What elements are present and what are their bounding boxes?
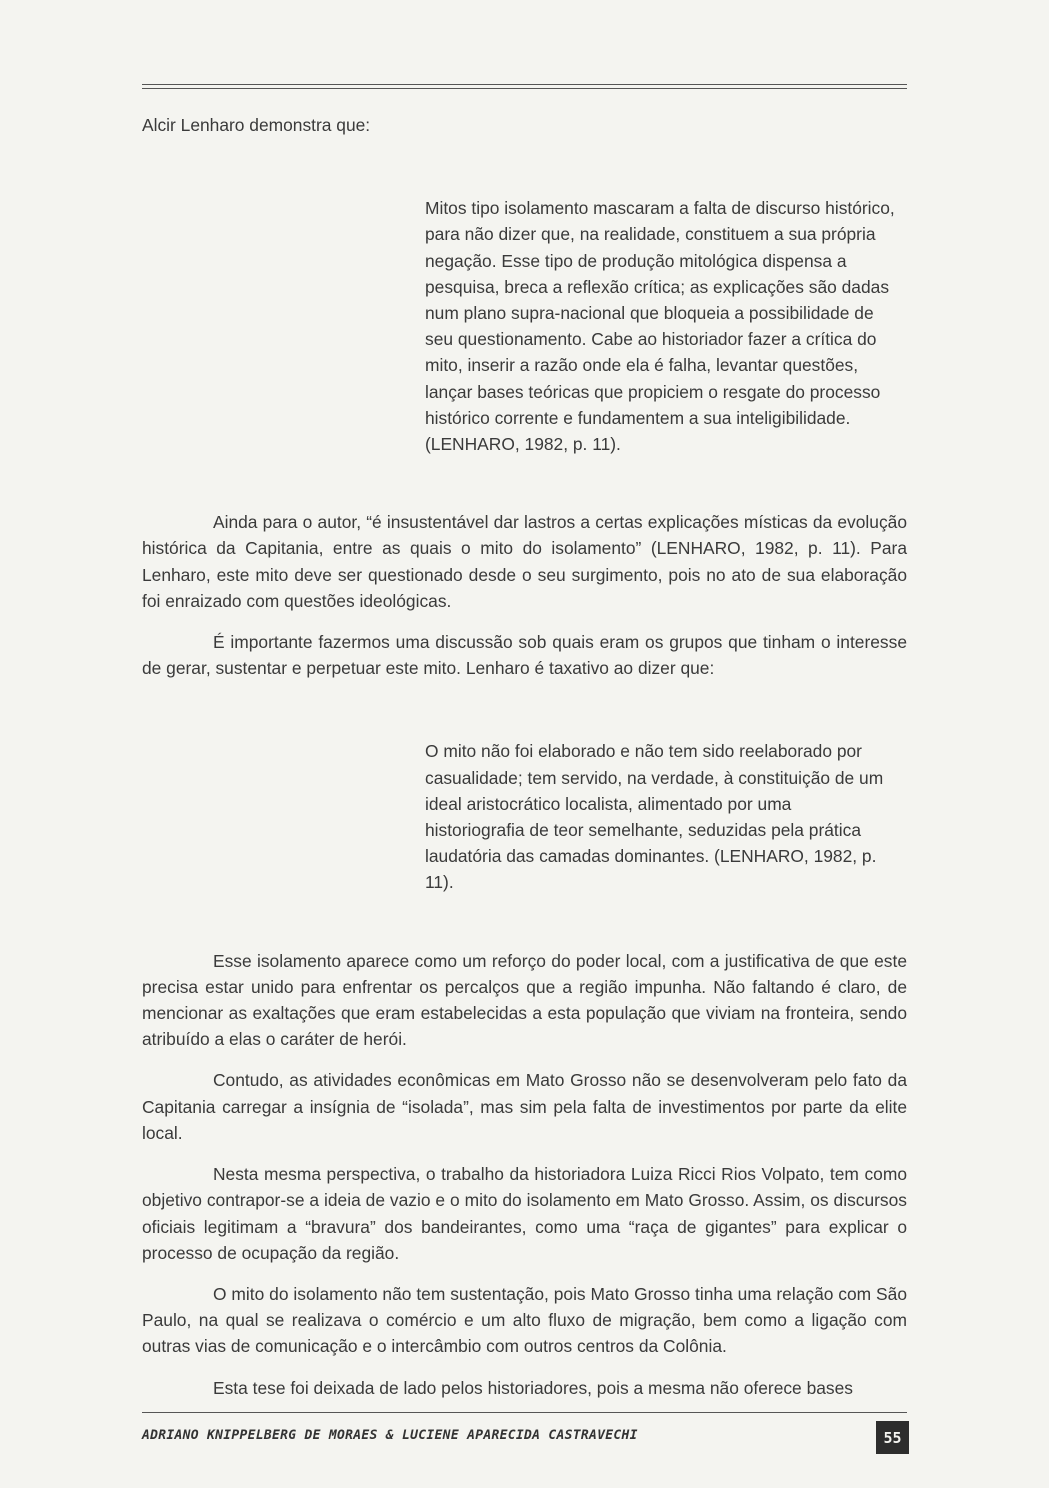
paragraph: É importante fazermos uma discussão sob quais eram os grupos que tinham o interesse de gerar, sustentar e perpetuar este mito. Lenharo é taxativo ao dizer que: <box>142 632 907 679</box>
footer-authors: ADRIANO KNIPPELBERG DE MORAES & LUCIENE APARECIDA CASTRAVECHI <box>142 1428 638 1443</box>
paragraph: Ainda para o autor, “é insustentável dar lastros a certas explicações místicas da evolução histórica da Capitania, entre as quais o mito do isolamento” (LENHARO, 1982, p. 11). Para Lenharo, este mito deve ser questionado desde o seu surgimento, pois no ato de sua elaboração foi enraizado com questões ideológicas. <box>142 512 907 611</box>
paragraph: Contudo, as atividades econômicas em Mato Grosso não se desenvolveram pelo fato da Capitania carregar a insígnia de “isolada”, mas sim pela falta de investimentos por parte da elite local. <box>142 1070 907 1143</box>
paragraph: Nesta mesma perspectiva, o trabalho da historiadora Luiza Ricci Rios Volpato, tem como objetivo contrapor-se a ideia de vazio e o mito do isolamento em Mato Grosso. Assim, os discursos oficiais legitimam a “bravura” dos bandeirantes, como uma “raça de gigantes” para explicar o processo de ocupação da região. <box>142 1164 907 1263</box>
block-quote-1: Mitos tipo isolamento mascaram a falta de discurso histórico, para não dizer que, na realidade, constituem a sua própria negação. Esse tipo de produção mitológica dispensa a pesquisa, breca a reflexão crítica; as explicações são dadas num plano supra-nacional que bloqueia a possibilidade de seu questionamento. Cabe ao historiador fazer a crítica do mito, inserir a razão onde ela é falha, levantar questões, lançar bases teóricas que propiciem o resgate do processo histórico corrente e fundamentem a sua inteligibilidade. (LENHARO, 1982, p. 11). <box>425 198 895 455</box>
paragraph: O mito do isolamento não tem sustentação, pois Mato Grosso tinha uma relação com São Paulo, na qual se realizava o comércio e um alto fluxo de migração, bem como a ligação com outras vias de comunicação e o intercâmbio com outros centros da Colônia. <box>142 1283 907 1357</box>
page-number: 55 <box>876 1421 909 1454</box>
body-text <box>142 112 907 1416</box>
paragraph: Esta tese foi deixada de lado pelos historiadores, pois a mesma não oferece bases <box>213 1377 853 1398</box>
block-quote-2: O mito não foi elaborado e não tem sido reelaborado por casualidade; tem servido, na verdade, à constituição de um ideal aristocrático localista, alimentado por uma historiografia de teor semelhante, seduzidas pela prática laudatória das camadas dominantes. (LENHARO, 1982, p. 11). <box>425 741 884 893</box>
footer-rule <box>142 1412 907 1413</box>
header-rule <box>142 84 907 89</box>
intro-line: Alcir Lenharo demonstra que: <box>142 115 371 135</box>
paragraph: Esse isolamento aparece como um reforço do poder local, com a justificativa de que este precisa estar unido para enfrentar os percalços que a região impunha. Não faltando é claro, de mencionar as exaltações que eram estabelecidas a esta população que viviam na fronteira, sendo atribuído a elas o caráter de herói. <box>142 950 907 1050</box>
